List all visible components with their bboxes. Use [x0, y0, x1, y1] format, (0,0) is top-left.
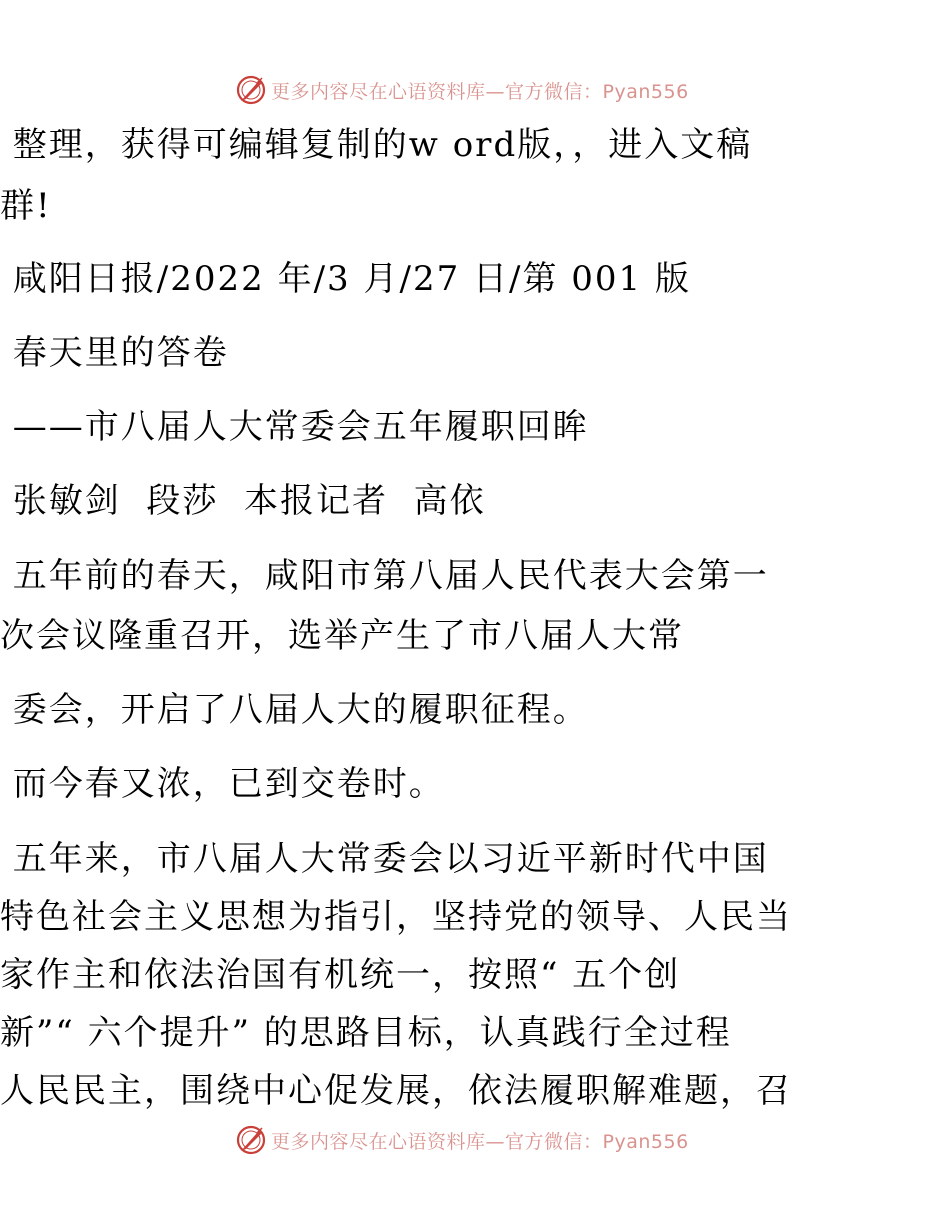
source-line: 咸阳日报/2022 年/3 月/27 日/第 001 版 [0, 259, 691, 299]
text-line: 人民民主，围绕中心促发展，依法履职解难题，召 [0, 1071, 792, 1111]
header-watermark [235, 70, 689, 110]
article-subtitle: ——市八届人大常委会五年履职回眸 [0, 407, 589, 447]
text-line: 整理，获得可编辑复制的w ord版，，进入文稿 [0, 125, 753, 165]
quill-seal-logo-icon [235, 1124, 267, 1156]
quill-seal-logo-icon [235, 74, 267, 106]
text-line: 五年前的春天，咸阳市第八届人民代表大会第一 [0, 556, 769, 596]
footer-watermark [235, 1120, 689, 1160]
text-line: 新”“ 六个提升” 的思路目标，认真践行全过程 [0, 1013, 732, 1053]
article-title: 春天里的答卷 [0, 333, 229, 373]
text-line: 而今春又浓，已到交卷时。 [0, 764, 445, 804]
text-line: 五年来，市八届人大常委会以习近平新时代中国 [0, 839, 769, 879]
text-line: 家作主和依法治国有机统一，按照“ 五个创 [0, 955, 681, 995]
article-authors: 张敏剑 段莎 本报记者 高依 [0, 481, 486, 521]
text-line: 群! [0, 186, 52, 226]
text-line: 次会议隆重召开，选举产生了市八届人大常 [0, 616, 684, 656]
watermark-text: 更多内容尽在心语资料库—官方微信：Pyan556 [271, 80, 689, 103]
watermark-text: 更多内容尽在心语资料库—官方微信：Pyan556 [271, 1130, 689, 1153]
text-line: 委会，开启了八届人大的履职征程。 [0, 690, 589, 730]
text-line: 特色社会主义思想为指引，坚持党的领导、人民当 [0, 897, 792, 937]
